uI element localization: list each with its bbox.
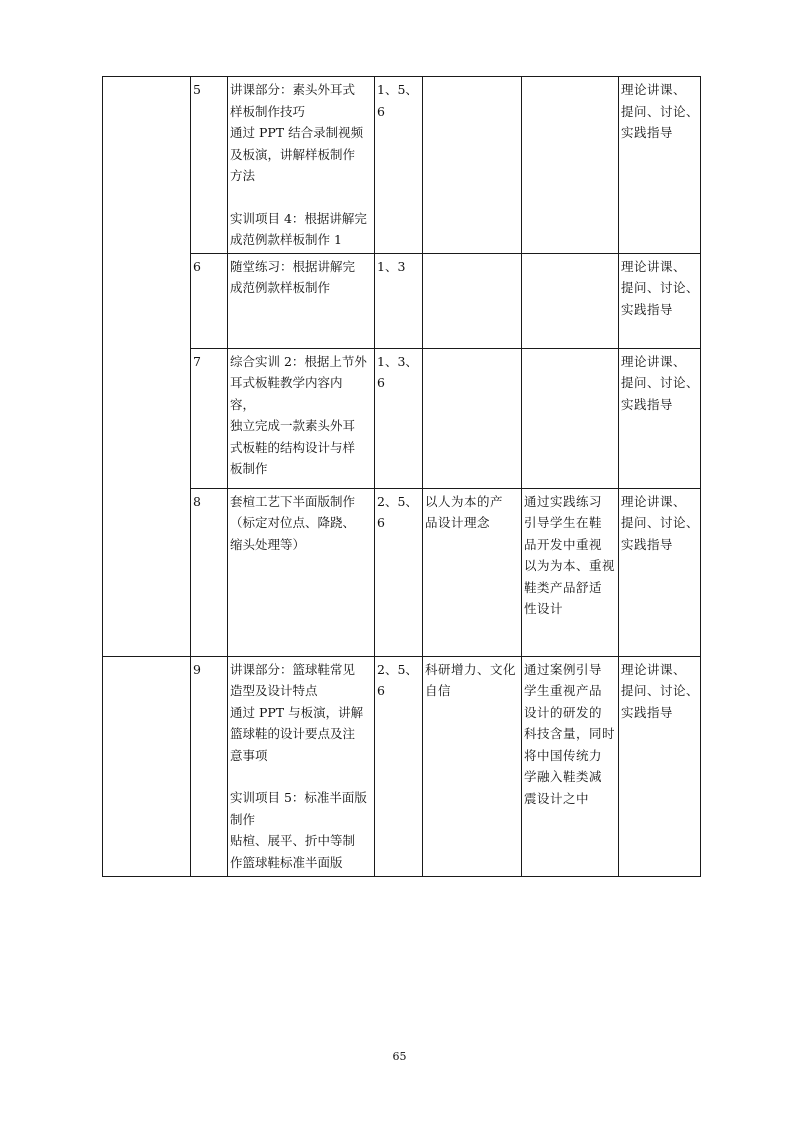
cell-line: 成范例款样板制作 xyxy=(230,280,331,295)
cell-line: 品设计理念 xyxy=(425,515,491,530)
teaching-method xyxy=(619,348,701,488)
cell-line: 理论讲课、 xyxy=(621,493,687,509)
cell-line xyxy=(230,187,373,208)
cell-line: 提问、讨论、 xyxy=(621,280,700,295)
cell-line: 作篮球鞋标准半面版 xyxy=(230,854,343,870)
cell-line: 提问、讨论、 xyxy=(621,683,700,698)
cell-line: 式板鞋的结构设计与样 xyxy=(230,439,356,455)
lesson-content xyxy=(228,348,375,488)
teaching-method xyxy=(619,488,701,656)
ideology-element xyxy=(423,77,522,254)
cell-line: 鞋类产品舒适 xyxy=(524,579,603,595)
cell-line: 性设计 xyxy=(524,601,564,616)
cell-line: 科技含量，同时 xyxy=(524,726,616,741)
syllabus-table xyxy=(102,76,701,877)
cell-line: 成范例款样板制作 1 xyxy=(230,232,342,247)
cell-line: 科研增力、文化 xyxy=(425,661,517,677)
lesson-number: 9 xyxy=(191,656,228,876)
cell-line: 提问、讨论、 xyxy=(621,103,700,119)
cell-line: 理论讲课、 xyxy=(621,353,687,369)
cell-line: 样板制作技巧 xyxy=(230,103,306,119)
implementation-path xyxy=(522,77,619,254)
cell-line: 篮球鞋的设计要点及注 xyxy=(230,726,356,741)
cell-line: 以为为本、重视 xyxy=(524,558,616,573)
cell-line: 实践指导 xyxy=(621,301,674,317)
course-goals: 1、3、6 xyxy=(375,348,423,488)
cell-line: 讲课部分：篮球鞋常见 xyxy=(230,661,356,677)
teaching-method xyxy=(619,253,701,348)
cell-line: 通过实践练习 xyxy=(524,493,603,509)
lesson-number: 5 xyxy=(191,77,228,254)
ideology-element xyxy=(423,253,522,348)
cell-line: 设计的研发的 xyxy=(524,704,603,720)
lesson-content xyxy=(228,77,375,254)
cell-line: 以人为本的产 xyxy=(425,493,504,509)
course-goals: 2、5、6 xyxy=(375,488,423,656)
cell-line: 方法 xyxy=(230,168,256,183)
cell-line: 随堂练习：根据讲解完 xyxy=(230,258,356,274)
cell-line: 实践指导 xyxy=(621,536,674,552)
cell-line: 实践指导 xyxy=(621,125,674,140)
implementation-path xyxy=(522,253,619,348)
cell-line: 学生重视产品 xyxy=(524,683,603,698)
lesson-number: 8 xyxy=(191,488,228,656)
cell-line: 提问、讨论、 xyxy=(621,515,700,530)
cell-line: 意事项 xyxy=(230,747,268,763)
cell-line xyxy=(230,766,373,787)
cell-line: 引导学生在鞋 xyxy=(524,515,603,530)
cell-line: 实训项目 4：根据讲解完 xyxy=(230,210,367,226)
lesson-number: 7 xyxy=(191,348,228,488)
cell-line: 通过 PPT 结合录制视频 xyxy=(230,125,364,140)
cell-line: 实践指导 xyxy=(621,396,674,412)
course-goals: 2、5、6 xyxy=(375,656,423,876)
course-goals: 1、5、6 xyxy=(375,77,423,254)
lesson-content xyxy=(228,253,375,348)
implementation-path xyxy=(522,656,619,876)
cell-line: 理论讲课、 xyxy=(621,661,687,677)
cell-line: 品开发中重视 xyxy=(524,536,603,552)
cell-line: 自信 xyxy=(425,683,452,698)
ideology-element xyxy=(423,488,522,656)
lesson-content xyxy=(228,656,375,876)
course-goals: 1、3 xyxy=(375,253,423,348)
cell-line: 讲课部分：素头外耳式 xyxy=(230,82,356,97)
cell-line: 独立完成一款素头外耳 xyxy=(230,418,356,433)
cell-line: 缩头处理等） xyxy=(230,536,306,552)
cell-line: 理论讲课、 xyxy=(621,82,687,97)
cell-line: 将中国传统力 xyxy=(524,747,603,763)
syllabus-table-body xyxy=(103,77,701,877)
lesson-number: 6 xyxy=(191,253,228,348)
table-row xyxy=(103,253,701,348)
page-number: 65 xyxy=(392,1050,407,1063)
cell-line: 提问、讨论、 xyxy=(621,375,700,390)
ideology-element xyxy=(423,656,522,876)
ideology-element xyxy=(423,348,522,488)
teaching-method xyxy=(619,656,701,876)
cell-line: 贴楦、展平、折中等制 xyxy=(230,833,356,848)
cell-line: 容， xyxy=(230,396,256,412)
table-row xyxy=(103,488,701,656)
table-row xyxy=(103,656,701,876)
cell-line: 实践指导 xyxy=(621,704,674,720)
table-row xyxy=(103,77,701,254)
cell-line: 板制作 xyxy=(230,461,268,476)
cell-line: 及板演，讲解样板制作 xyxy=(230,146,356,162)
cell-line: 震设计之中 xyxy=(524,790,590,806)
cell-line: 实训项目 5：标准半面版 xyxy=(230,790,367,805)
cell-line: 套楦工艺下半面版制作 xyxy=(230,493,356,509)
week-cell xyxy=(103,656,191,876)
cell-line: 通过案例引导 xyxy=(524,661,603,677)
implementation-path xyxy=(522,348,619,488)
cell-line: 综合实训 2：根据上节外 xyxy=(230,353,367,369)
cell-line: 学融入鞋类减 xyxy=(524,769,603,784)
cell-line: 造型及设计特点 xyxy=(230,683,318,698)
teaching-method xyxy=(619,77,701,254)
implementation-path xyxy=(522,488,619,656)
cell-line: 理论讲课、 xyxy=(621,258,687,274)
cell-line: 制作 xyxy=(230,811,256,827)
cell-line: 耳式板鞋教学内容内 xyxy=(230,375,343,390)
week-cell xyxy=(103,77,191,657)
cell-line: 通过 PPT 与板演，讲解 xyxy=(230,704,364,720)
cell-line: （标定对位点、降跷、 xyxy=(230,515,356,530)
lesson-content xyxy=(228,488,375,656)
table-row xyxy=(103,348,701,488)
